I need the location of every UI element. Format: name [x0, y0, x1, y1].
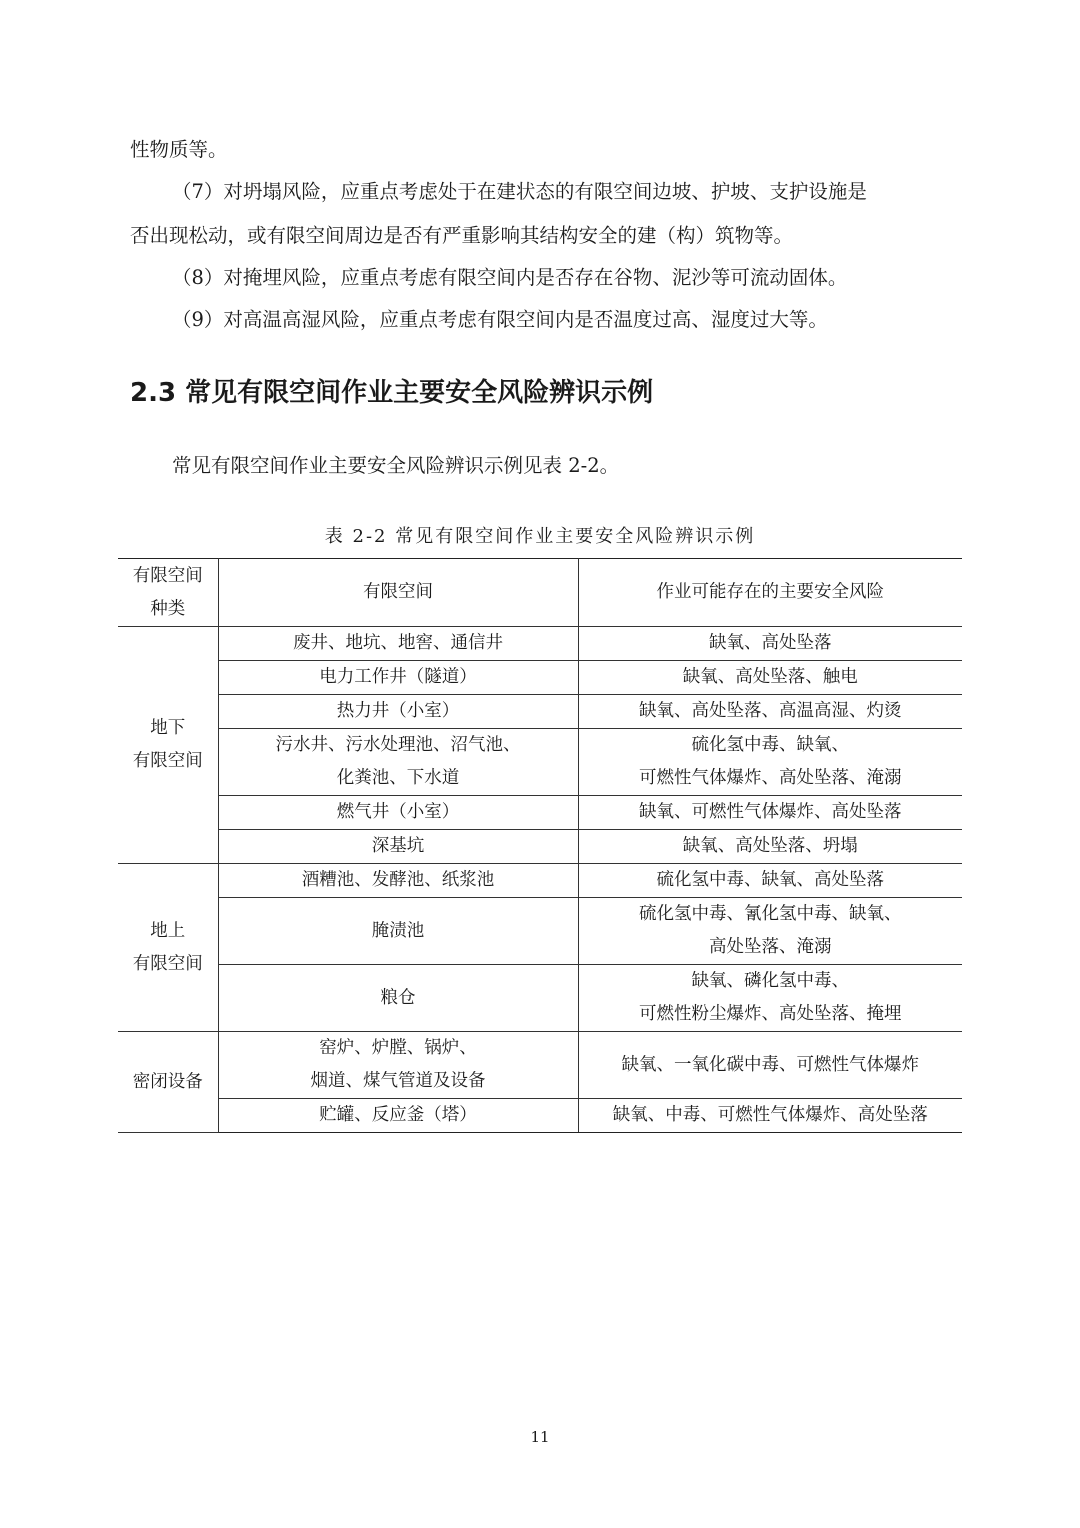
header-category-line1: 有限空间 — [132, 565, 203, 586]
space-cell — [218, 1099, 578, 1133]
page-number: 11 — [530, 1428, 550, 1446]
risk-cell — [578, 864, 962, 898]
table-body — [118, 627, 962, 1133]
header-risk: 作业可能存在的主要安全风险 — [578, 559, 962, 627]
space-line: 贮罐、反应釜（塔） — [319, 1105, 477, 1125]
risk-cell — [578, 898, 962, 965]
category-line1: 密闭设备 — [132, 1071, 203, 1092]
space-line: 污水井、污水处理池、沼气池、 — [275, 735, 521, 755]
space-cell — [218, 830, 578, 864]
category-cell — [118, 627, 218, 864]
risk-cell — [578, 695, 962, 729]
risk-line: 缺氧、高处坠落 — [709, 633, 832, 653]
risk-line: 缺氧、磷化氢中毒、 — [691, 971, 849, 991]
space-cell — [218, 1032, 578, 1099]
space-cell — [218, 695, 578, 729]
category-line2: 有限空间 — [132, 751, 203, 771]
risk-line: 缺氧、可燃性气体爆炸、高处坠落 — [639, 802, 902, 822]
table-row — [118, 898, 962, 965]
paragraph-heat-humidity-risk: （9）对高温高湿风险，应重点考虑有限空间内是否温度过高、湿度过大等。 — [172, 308, 828, 331]
table-row — [118, 1032, 962, 1099]
space-line: 窑炉、炉膛、锅炉、 — [319, 1038, 477, 1058]
table-row — [118, 796, 962, 830]
risk-cell — [578, 830, 962, 864]
table-header-row — [118, 559, 962, 627]
category-line1: 地上 — [150, 920, 186, 941]
paragraph-collapse-risk-line1: （7）对坍塌风险，应重点考虑处于在建状态的有限空间边坡、护坡、支护设施是 — [172, 180, 867, 203]
space-cell — [218, 965, 578, 1032]
risk-line: 可燃性粉尘爆炸、高处坠落、掩埋 — [639, 1004, 902, 1024]
risk-cell — [578, 627, 962, 661]
risk-cell — [578, 796, 962, 830]
risk-line: 缺氧、一氧化碳中毒、可燃性气体爆炸 — [621, 1054, 919, 1075]
risk-line: 硫化氢中毒、缺氧、 — [691, 735, 849, 755]
space-line: 深基坑 — [371, 836, 425, 856]
space-cell — [218, 661, 578, 695]
paragraph-burial-risk: （8）对掩埋风险，应重点考虑有限空间内是否存在谷物、泥沙等可流动固体。 — [172, 266, 848, 289]
header-category-line2: 种类 — [150, 598, 186, 619]
table-row — [118, 965, 962, 1032]
table-row — [118, 830, 962, 864]
risk-line: 硫化氢中毒、氰化氢中毒、缺氧、 — [639, 904, 902, 924]
space-cell — [218, 796, 578, 830]
risk-cell — [578, 1099, 962, 1133]
table-row — [118, 864, 962, 898]
space-line: 热力井（小室） — [336, 701, 460, 721]
space-line: 电力工作井（隧道） — [319, 667, 477, 687]
risk-cell — [578, 1032, 962, 1099]
space-line: 粮仓 — [380, 987, 416, 1008]
risk-cell — [578, 965, 962, 1032]
section-intro: 常见有限空间作业主要安全风险辨识示例见表 2-2。 — [172, 454, 620, 477]
space-cell — [218, 729, 578, 796]
header-space: 有限空间 — [218, 559, 578, 627]
category-cell — [118, 864, 218, 1032]
space-line: 化粪池、下水道 — [336, 768, 460, 788]
category-line2: 有限空间 — [132, 953, 203, 974]
table-row — [118, 695, 962, 729]
table-row — [118, 627, 962, 661]
risk-line: 缺氧、中毒、可燃性气体爆炸、高处坠落 — [612, 1105, 928, 1125]
risk-line: 可燃性气体爆炸、高处坠落、淹溺 — [639, 768, 902, 788]
category-line1: 地下 — [150, 718, 186, 738]
risk-cell — [578, 661, 962, 695]
space-line: 废井、地坑、地窖、通信井 — [293, 633, 503, 653]
risk-line: 高处坠落、淹溺 — [709, 937, 832, 957]
risk-line: 硫化氢中毒、缺氧、高处坠落 — [656, 870, 884, 890]
space-line: 酒糟池、发酵池、纸浆池 — [301, 870, 495, 890]
risk-line: 缺氧、高处坠落、触电 — [682, 667, 858, 687]
table-row — [118, 729, 962, 796]
section-heading: 2.3 常见有限空间作业主要安全风险辨识示例 — [130, 378, 654, 408]
space-line: 燃气井（小室） — [336, 802, 460, 822]
space-cell — [218, 627, 578, 661]
category-cell — [118, 1032, 218, 1133]
risk-cell — [578, 729, 962, 796]
space-cell — [218, 898, 578, 965]
risk-line: 缺氧、高处坠落、高温高湿、灼烫 — [639, 701, 902, 721]
risk-table — [118, 558, 962, 1133]
table-caption: 表 2-2 常见有限空间作业主要安全风险辨识示例 — [324, 526, 756, 547]
header-category — [118, 559, 218, 627]
risk-line: 缺氧、高处坠落、坍塌 — [682, 836, 858, 856]
space-line: 烟道、煤气管道及设备 — [310, 1071, 486, 1091]
space-line: 腌渍池 — [371, 920, 425, 941]
table-row — [118, 661, 962, 695]
space-cell — [218, 864, 578, 898]
table-row — [118, 1099, 962, 1133]
paragraph-continuation: 性物质等。 — [130, 138, 228, 161]
paragraph-collapse-risk-line2: 否出现松动，或有限空间周边是否有严重影响其结构安全的建（构）筑物等。 — [130, 224, 794, 247]
